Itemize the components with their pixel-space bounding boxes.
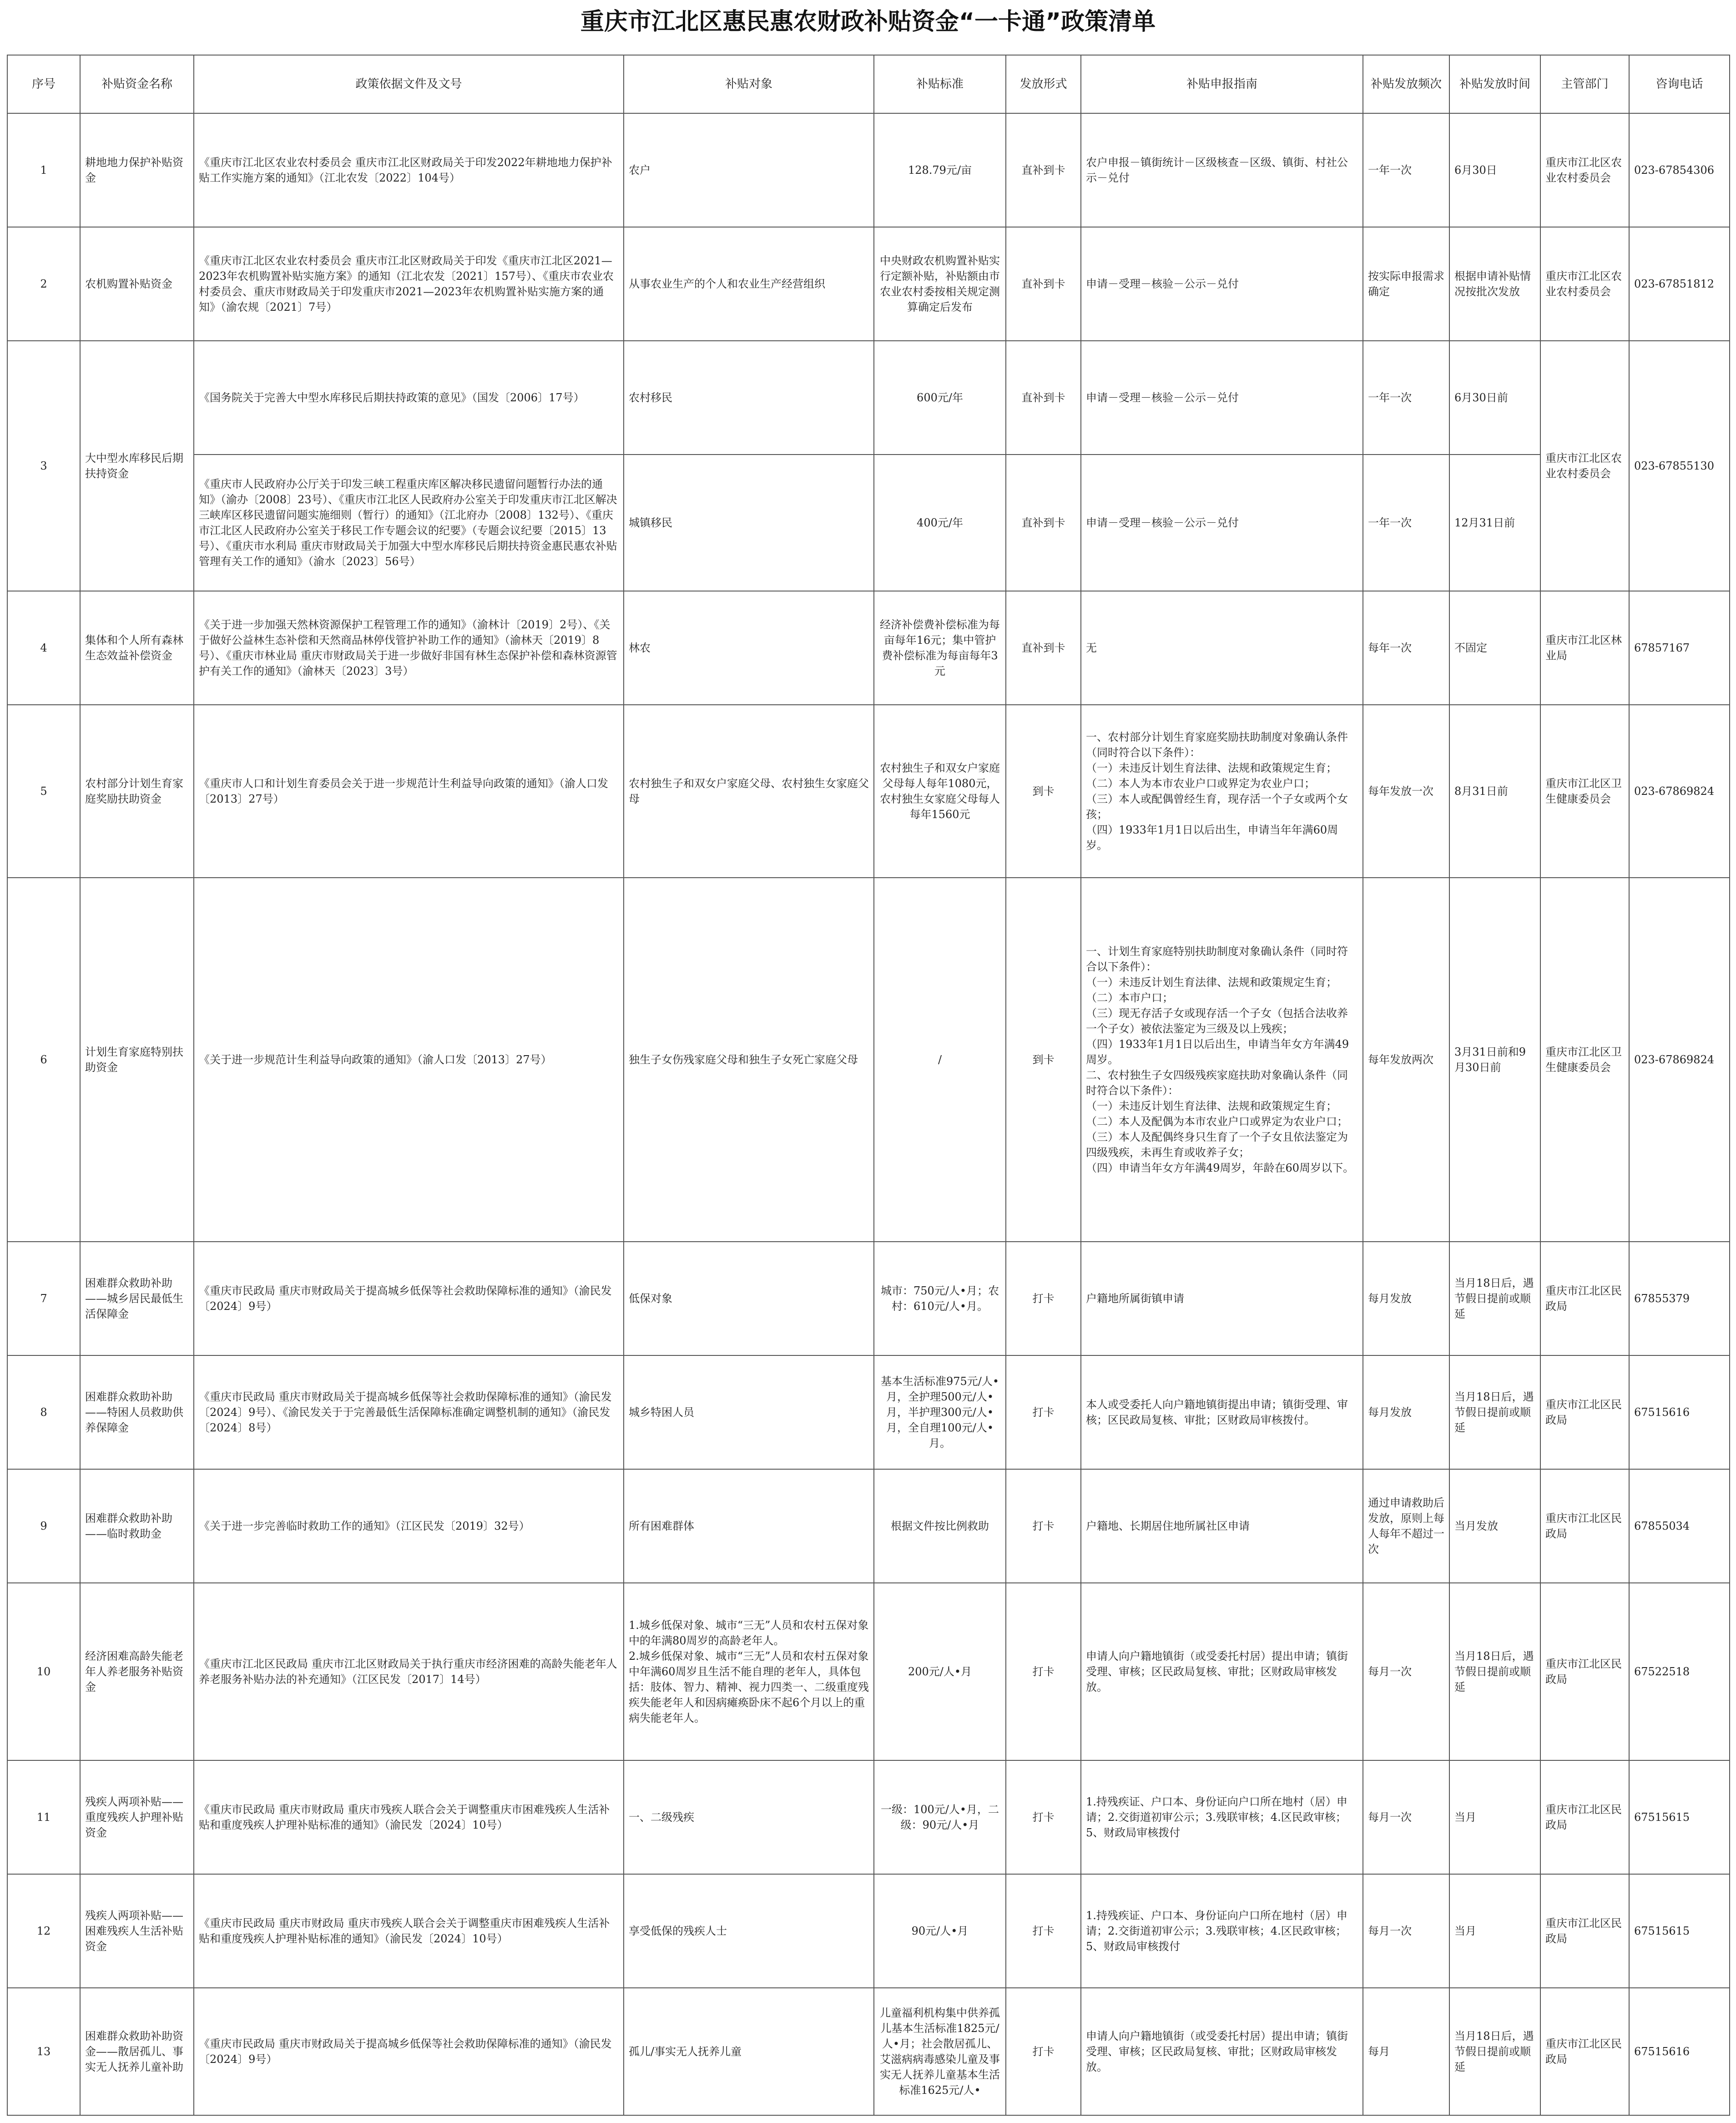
cell-no: 8 [7,1355,80,1469]
cell-freq: 每年一次 [1363,591,1449,705]
cell-target: 低保对象 [624,1242,874,1355]
header-target: 补贴对象 [624,55,874,113]
table-row [7,1874,1730,1988]
cell-form: 直补到卡 [1006,455,1081,591]
cell-form: 打卡 [1006,1760,1081,1874]
cell-time: 当月发放 [1449,1469,1540,1583]
cell-name: 残疾人两项补贴——困难残疾人生活补贴资金 [80,1874,194,1988]
cell-dept: 重庆市江北区农业农村委员会 [1540,113,1629,227]
cell-name: 大中型水库移民后期扶持资金 [80,341,194,591]
cell-time: 根据申请补贴情况按批次发放 [1449,227,1540,341]
cell-dept: 重庆市江北区卫生健康委员会 [1540,705,1629,878]
cell-no: 3 [7,341,80,591]
cell-form: 直补到卡 [1006,341,1081,455]
cell-standard: 城市：750元/人•月；农村：610元/人•月。 [874,1242,1006,1355]
cell-dept: 重庆市江北区民政局 [1540,1874,1629,1988]
cell-form: 直补到卡 [1006,591,1081,705]
table-row [7,1355,1730,1469]
cell-target: 独生子女伤残家庭父母和独生子女死亡家庭父母 [624,878,874,1242]
cell-no: 11 [7,1760,80,1874]
cell-freq: 每年发放一次 [1363,705,1449,878]
header-guide: 补贴申报指南 [1081,55,1363,113]
cell-time: 当月18日后，遇节假日提前或顺延 [1449,1988,1540,2115]
cell-phone: 67515615 [1629,1874,1730,1988]
header-standard: 补贴标准 [874,55,1006,113]
cell-no: 13 [7,1988,80,2115]
cell-name: 农机购置补贴资金 [80,227,194,341]
cell-policy: 《关于进一步完善临时救助工作的通知》（江区民发〔2019〕32号） [194,1469,624,1583]
cell-guide: 申请人向户籍地镇街（或受委托村居）提出申请；镇街受理、审核；区民政局复核、审批；区财政局审核发放。 [1081,1988,1363,2115]
header-policy: 政策依据文件及文号 [194,55,624,113]
cell-guide: 一、计划生育家庭特别扶助制度对象确认条件（同时符合以下条件）： （一）未违反计划生育法律、法规和政策规定生育； （二）本市户口； （三）现无存活子女或现存活一个子女（包括合法收养一个子女）被依法鉴定为三级及以上残疾； （四）1933年1月1日以后出生，申请当年女方年满49周岁。 二、农村独生子女四级残疾家庭扶助对象确认条件（同时符合以下条件）： （一）未违反计划生育法律、法规和政策规定生育； （二）本人及配偶为本市农业户口或界定为农业户口； （三）本人及配偶终身只生育了一个子女且依法鉴定为四级残疾，未再生育或收养子女； （四）申请当年女方年满49周岁，年龄在60周岁以下。 [1081,878,1363,1242]
cell-no: 1 [7,113,80,227]
cell-policy: 《重庆市江北区农业农村委员会 重庆市江北区财政局关于印发2022年耕地地力保护补贴工作实施方案的通知》（江北农发〔2022〕104号） [194,113,624,227]
cell-name: 困难群众救助补助——特困人员救助供养保障金 [80,1355,194,1469]
cell-guide: 本人或受委托人向户籍地镇街提出申请；镇街受理、审核；区民政局复核、审批；区财政局审核拨付。 [1081,1355,1363,1469]
table-row [7,705,1730,878]
cell-phone: 67522518 [1629,1583,1730,1760]
cell-target: 农户 [624,113,874,227]
cell-form: 打卡 [1006,1583,1081,1760]
cell-guide: 1.持残疾证、户口本、身份证向户口所在地村（居）申请；2.交街道初审公示；3.残联审核；4.区民政审核；5、财政局审核拨付 [1081,1760,1363,1874]
cell-time: 不固定 [1449,591,1540,705]
cell-time: 当月 [1449,1874,1540,1988]
cell-no: 5 [7,705,80,878]
cell-form: 打卡 [1006,1355,1081,1469]
table-row [7,341,1730,455]
cell-policy: 《重庆市人民政府办公厅关于印发三峡工程重庆库区解决移民遗留问题暂行办法的通知》（渝办〔2008〕23号）、《重庆市江北区人民政府办公室关于印发重庆市江北区解决三峡库区移民遗留问题实施细则（暂行）的通知》（江北府办〔2008〕132号）、《重庆市江北区人民政府办公室关于移民工作专题会议的纪要》（专题会议纪要〔2015〕13号）、《重庆市水利局 重庆市财政局关于加强大中型水库移民后期扶持资金惠民惠农补贴管理有关工作的通知》（渝水〔2023〕56号） [194,455,624,591]
cell-policy: 《重庆市民政局 重庆市财政局关于提高城乡低保等社会救助保障标准的通知》（渝民发〔2024〕9号）、《渝民发关于于完善最低生活保障标准确定调整机制的通知》（渝民发〔2024〕8号） [194,1355,624,1469]
cell-target: 城乡特困人员 [624,1355,874,1469]
cell-phone: 023-67869824 [1629,878,1730,1242]
cell-no: 9 [7,1469,80,1583]
cell-time: 当月18日后，遇节假日提前或顺延 [1449,1583,1540,1760]
cell-guide: 一、农村部分计划生育家庭奖励扶助制度对象确认条件（同时符合以下条件）： （一）未违反计划生育法律、法规和政策规定生育； （二）本人为本市农业户口或界定为农业户口； （三）本人或配偶曾经生育，现存活一个子女或两个女孩； （四）1933年1月1日以后出生，申请当年年满60周岁。 [1081,705,1363,878]
cell-dept: 重庆市江北区民政局 [1540,1242,1629,1355]
cell-standard: 基本生活标准975元/人•月，全护理500元/人•月，半护理300元/人•月，全自理100元/人•月。 [874,1355,1006,1469]
cell-phone: 023-67851812 [1629,227,1730,341]
cell-standard: 200元/人•月 [874,1583,1006,1760]
cell-guide: 申请人向户籍地镇街（或受委托村居）提出申请；镇街受理、审核；区民政局复核、审批；区财政局审核发放。 [1081,1583,1363,1760]
cell-policy: 《国务院关于完善大中型水库移民后期扶持政策的意见》（国发〔2006〕17号） [194,341,624,455]
cell-form: 打卡 [1006,1469,1081,1583]
cell-time: 6月30日 [1449,113,1540,227]
cell-policy: 《重庆市民政局 重庆市财政局关于提高城乡低保等社会救助保障标准的通知》（渝民发〔2024〕9号） [194,1242,624,1355]
cell-freq: 每月发放 [1363,1355,1449,1469]
cell-freq: 每月发放 [1363,1242,1449,1355]
cell-name: 残疾人两项补贴——重度残疾人护理补贴资金 [80,1760,194,1874]
table-row [7,1469,1730,1583]
cell-standard: 90元/人•月 [874,1874,1006,1988]
cell-target: 享受低保的残疾人士 [624,1874,874,1988]
cell-guide: 无 [1081,591,1363,705]
cell-phone: 67515616 [1629,1988,1730,2115]
cell-target: 1.城乡低保对象、城市“三无”人员和农村五保对象中的年满80周岁的高龄老年人。 2.城乡低保对象、城市“三无”人员和农村五保对象中年满60周岁且生活不能自理的老年人，具体包括：肢体、智力、精神、视力四类一、二级重度残疾失能老年人和因病瘫痪卧床不起6个月以上的重病失能老年人。 [624,1583,874,1760]
cell-dept: 重庆市江北区民政局 [1540,1760,1629,1874]
cell-form: 打卡 [1006,1874,1081,1988]
cell-form: 到卡 [1006,878,1081,1242]
cell-phone: 67515616 [1629,1355,1730,1469]
cell-standard: 根据文件按比例救助 [874,1469,1006,1583]
cell-policy: 《关于进一步加强天然林资源保护工程管理工作的通知》（渝林计〔2019〕2号）、《关于做好公益林生态补偿和天然商品林停伐管护补助工作的通知》（渝林天〔2019〕8号）、《重庆市林业局 重庆市财政局关于进一步做好非国有林生态保护补偿和森林资源管护有关工作的通知》（渝林天〔2023〕3号） [194,591,624,705]
cell-freq: 每月一次 [1363,1760,1449,1874]
cell-no: 6 [7,878,80,1242]
cell-standard: 128.79元/亩 [874,113,1006,227]
cell-standard: 儿童福利机构集中供养孤儿基本生活标准1825元/人•月；社会散居孤儿、艾滋病病毒感染儿童及事实无人抚养儿童基本生活标准1625元/人• [874,1988,1006,2115]
cell-form: 打卡 [1006,1988,1081,2115]
cell-time: 8月31日前 [1449,705,1540,878]
cell-phone: 67857167 [1629,591,1730,705]
cell-guide: 户籍地所属街镇申请 [1081,1242,1363,1355]
cell-name: 困难群众救助补助——城乡居民最低生活保障金 [80,1242,194,1355]
cell-standard: 经济补偿费补偿标准为每亩每年16元；集中管护费补偿标准为每亩每年3元 [874,591,1006,705]
cell-time: 当月 [1449,1760,1540,1874]
cell-no: 7 [7,1242,80,1355]
cell-freq: 每月 [1363,1988,1449,2115]
cell-dept: 重庆市江北区农业农村委员会 [1540,341,1629,591]
cell-no: 4 [7,591,80,705]
table-row [7,878,1730,1242]
cell-time: 当月18日后，遇节假日提前或顺延 [1449,1355,1540,1469]
cell-name: 经济困难高龄失能老年人养老服务补贴资金 [80,1583,194,1760]
cell-time: 6月30日前 [1449,341,1540,455]
cell-freq: 一年一次 [1363,341,1449,455]
cell-guide: 申请－受理－核验－公示－兑付 [1081,227,1363,341]
cell-phone: 67855379 [1629,1242,1730,1355]
cell-guide: 申请－受理－核验－公示－兑付 [1081,341,1363,455]
cell-form: 打卡 [1006,1242,1081,1355]
cell-target: 从事农业生产的个人和农业生产经营组织 [624,227,874,341]
cell-form: 直补到卡 [1006,227,1081,341]
table-row [7,113,1730,227]
cell-no: 12 [7,1874,80,1988]
cell-name: 困难群众救助补助——临时救助金 [80,1469,194,1583]
policy-table [7,55,1730,2116]
header-form: 发放形式 [1006,55,1081,113]
cell-name: 计划生育家庭特别扶助资金 [80,878,194,1242]
cell-name: 困难群众救助补助资金——散居孤儿、事实无人抚养儿童补助 [80,1988,194,2115]
cell-freq: 一年一次 [1363,113,1449,227]
header-dept: 主管部门 [1540,55,1629,113]
header-time: 补贴发放时间 [1449,55,1540,113]
cell-policy: 《重庆市民政局 重庆市财政局关于提高城乡低保等社会救助保障标准的通知》（渝民发〔2024〕9号） [194,1988,624,2115]
cell-form: 到卡 [1006,705,1081,878]
cell-standard: 600元/年 [874,341,1006,455]
table-body [7,113,1730,2115]
cell-guide: 农户申报－镇街统计－区级核查－区级、镇街、村社公示－兑付 [1081,113,1363,227]
header-freq: 补贴发放频次 [1363,55,1449,113]
table-row [7,591,1730,705]
cell-phone: 67515615 [1629,1760,1730,1874]
page-title: 重庆市江北区惠民惠农财政补贴资金“一卡通”政策清单 [580,8,1156,35]
table-row [7,227,1730,341]
cell-phone: 023-67854306 [1629,113,1730,227]
cell-dept: 重庆市江北区民政局 [1540,1988,1629,2115]
cell-dept: 重庆市江北区农业农村委员会 [1540,227,1629,341]
cell-time: 3月31日前和9月30日前 [1449,878,1540,1242]
cell-dept: 重庆市江北区林业局 [1540,591,1629,705]
table-row [7,455,1730,591]
cell-dept: 重庆市江北区卫生健康委员会 [1540,878,1629,1242]
cell-time: 当月18日后，遇节假日提前或顺延 [1449,1242,1540,1355]
cell-freq: 一年一次 [1363,455,1449,591]
cell-guide: 申请－受理－核验－公示－兑付 [1081,455,1363,591]
cell-no: 2 [7,227,80,341]
cell-freq: 每年发放两次 [1363,878,1449,1242]
table-header-row [7,55,1730,113]
cell-standard: / [874,878,1006,1242]
cell-form: 直补到卡 [1006,113,1081,227]
cell-standard: 400元/年 [874,455,1006,591]
cell-standard: 中央财政农机购置补贴实行定额补贴，补贴额由市农业农村委按相关规定测算确定后发布 [874,227,1006,341]
cell-target: 农村移民 [624,341,874,455]
cell-name: 耕地地力保护补贴资金 [80,113,194,227]
cell-no: 10 [7,1583,80,1760]
cell-freq: 按实际申报需求确定 [1363,227,1449,341]
cell-dept: 重庆市江北区民政局 [1540,1583,1629,1760]
cell-guide: 户籍地、长期居住地所属社区申请 [1081,1469,1363,1583]
cell-guide: 1.持残疾证、户口本、身份证向户口所在地村（居）申请；2.交街道初审公示；3.残联审核；4.区民政审核；5、财政局审核拨付 [1081,1874,1363,1988]
header-phone: 咨询电话 [1629,55,1730,113]
cell-target: 农村独生子和双女户家庭父母、农村独生女家庭父母 [624,705,874,878]
cell-policy: 《重庆市民政局 重庆市财政局 重庆市残疾人联合会关于调整重庆市困难残疾人生活补贴和重度残疾人护理补贴标准的通知》（渝民发〔2024〕10号） [194,1874,624,1988]
cell-freq: 每月一次 [1363,1874,1449,1988]
cell-dept: 重庆市江北区民政局 [1540,1469,1629,1583]
cell-freq: 每月一次 [1363,1583,1449,1760]
cell-target: 所有困难群体 [624,1469,874,1583]
table-row [7,1760,1730,1874]
cell-policy: 《重庆市江北区农业农村委员会 重庆市江北区财政局关于印发《重庆市江北区2021—2023年农机购置补贴实施方案》的通知（江北农发〔2021〕157号）、《重庆市农业农村委员会、重庆市财政局关于印发重庆市2021—2023年农机购置补贴实施方案的通知》（渝农规〔2021〕7号） [194,227,624,341]
cell-name: 农村部分计划生育家庭奖励扶助资金 [80,705,194,878]
cell-phone: 023-67869824 [1629,705,1730,878]
cell-phone: 67855034 [1629,1469,1730,1583]
cell-dept: 重庆市江北区民政局 [1540,1355,1629,1469]
header-name: 补贴资金名称 [80,55,194,113]
cell-phone: 023-67855130 [1629,341,1730,591]
table-row [7,1988,1730,2115]
table-row [7,1242,1730,1355]
cell-target: 城镇移民 [624,455,874,591]
cell-policy: 《关于进一步规范计生利益导向政策的通知》（渝人口发〔2013〕27号） [194,878,624,1242]
cell-standard: 一级：100元/人•月，二级：90元/人•月 [874,1760,1006,1874]
cell-standard: 农村独生子和双女户家庭父母每人每年1080元，农村独生女家庭父母每人每年1560元 [874,705,1006,878]
cell-policy: 《重庆市民政局 重庆市财政局 重庆市残疾人联合会关于调整重庆市困难残疾人生活补贴和重度残疾人护理补贴标准的通知》（渝民发〔2024〕10号） [194,1760,624,1874]
cell-policy: 《重庆市江北区民政局 重庆市江北区财政局关于执行重庆市经济困难的高龄失能老年人养老服务补贴办法的补充通知》（江区民发〔2017〕14号） [194,1583,624,1760]
cell-target: 林农 [624,591,874,705]
cell-name: 集体和个人所有森林生态效益补偿资金 [80,591,194,705]
header-no: 序号 [7,55,80,113]
cell-time: 12月31日前 [1449,455,1540,591]
cell-policy: 《重庆市人口和计划生育委员会关于进一步规范计生利益导向政策的通知》（渝人口发〔2013〕27号） [194,705,624,878]
cell-target: 一、二级残疾 [624,1760,874,1874]
cell-target: 孤儿/事实无人抚养儿童 [624,1988,874,2115]
cell-freq: 通过申请救助后发放，原则上每人每年不超过一次 [1363,1469,1449,1583]
table-row [7,1583,1730,1760]
